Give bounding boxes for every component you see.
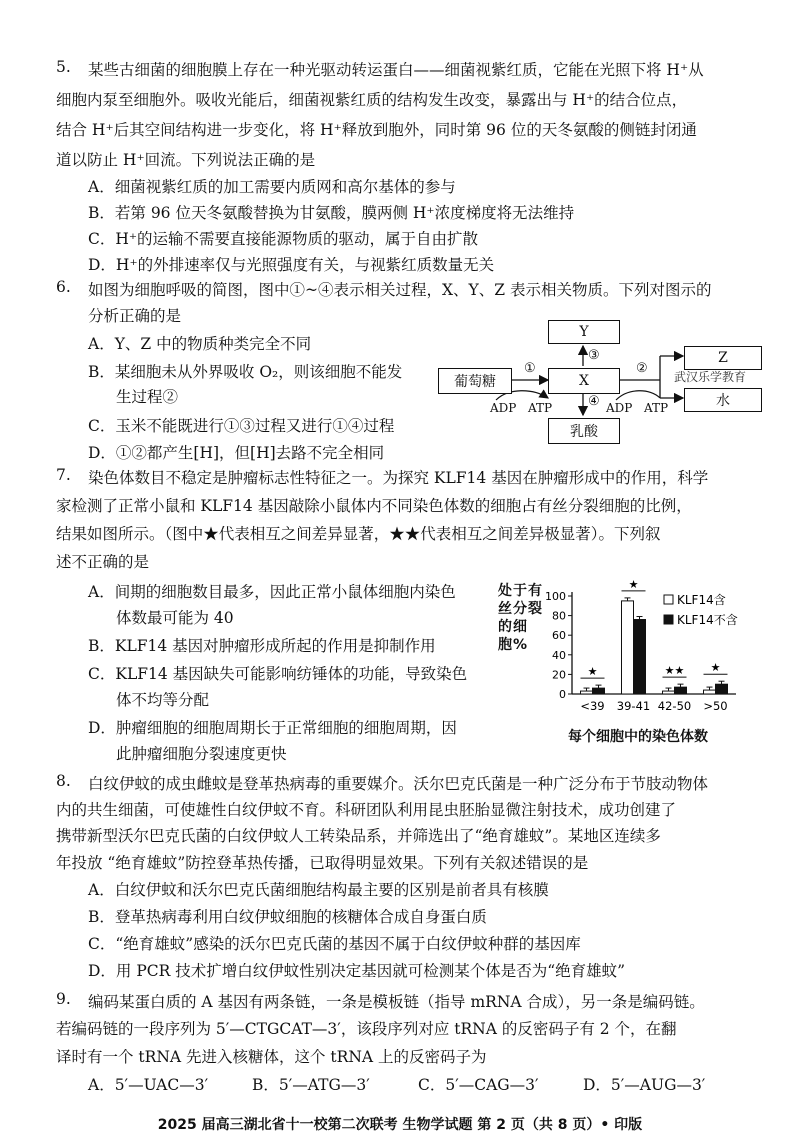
chromosome-chart — [498, 578, 768, 748]
significance-marker: ★ — [587, 665, 598, 679]
question-number: 6. — [56, 278, 71, 296]
chart-xlabel: 每个细胞中的染色体数 — [568, 729, 708, 745]
x-tick-label: >50 — [703, 699, 728, 713]
process-1-label: ① — [524, 361, 536, 376]
option-d-continued: 此肿瘤细胞分裂速度更快 — [116, 745, 287, 763]
y-tick-label: 100 — [545, 590, 566, 603]
water-box: 水 — [684, 388, 762, 412]
x-tick-label: <39 — [580, 699, 605, 713]
option-b: B．KLF14 基因对肿瘤形成所起的作用是抑制作用 — [88, 637, 436, 655]
option-d: D．H⁺的外排速率仅与光照强度有关，与视紫红质数量无关 — [88, 256, 495, 274]
bar-klf14-present — [663, 691, 675, 694]
y-tick-label: 60 — [552, 629, 566, 643]
process-3-label: ③ — [588, 348, 600, 363]
question-stem-line: 结果如图所示。（图中★代表相互之间差异显著，★★代表相互之间差异极显著）。下列叙 — [56, 525, 661, 543]
glucose-box: 葡萄糖 — [438, 368, 512, 394]
question-stem-line: 携带新型沃尔巴克氏菌的白纹伊蚊人工转染品系，并筛选出了“绝育雄蚊”。某地区连续多 — [56, 827, 661, 845]
bar-klf14-present — [704, 690, 716, 694]
process-2-label: ② — [636, 361, 648, 376]
question-stem-line: 年投放 “绝育雄蚊”防控登革热传播，已取得明显效果。下列有关叙述错误的是 — [56, 854, 589, 872]
watermark: 武汉乐学教育 — [674, 370, 747, 384]
option-a: A．5′—UAC—3′ — [88, 1076, 209, 1094]
chart-plot — [498, 578, 768, 748]
atp-label-2: ATP — [644, 401, 669, 415]
question-8 — [56, 772, 756, 987]
question-stem-line: 分析正确的是 — [88, 307, 182, 325]
option-d: D．5′—AUG—3′ — [583, 1076, 706, 1094]
question-stem-line: 若编码链的一段序列为 5′—CTGCAT—3′，该段序列对应 tRNA 的反密码子有 2 个，在翻 — [56, 1020, 677, 1038]
x-tick-label: 39-41 — [616, 699, 651, 713]
option-b: B．登革热病毒利用白纹伊蚊细胞的核糖体合成自身蛋白质 — [88, 908, 487, 926]
legend-label: KLF14含 — [677, 593, 726, 607]
adp-label-2: ADP — [606, 401, 633, 415]
adp-label-1: ADP — [490, 401, 517, 415]
option-c: C．玉米不能既进行①③过程又进行①④过程 — [88, 417, 395, 435]
option-b: B．若第 96 位天冬氨酸替换为甘氨酸，膜两侧 H⁺浓度梯度将无法维持 — [88, 204, 575, 222]
option-a: A．Y、Z 中的物质种类完全不同 — [88, 335, 312, 353]
question-stem-line: 如图为细胞呼吸的简图，图中①~④表示相关过程，X、Y、Z 表示相关物质。下列对图示的 — [88, 281, 712, 299]
legend-swatch — [664, 595, 673, 604]
option-c-continued: 体不均等分配 — [116, 691, 210, 709]
option-d: D．肿瘤细胞的细胞周期长于正常细胞的细胞周期，因 — [88, 719, 457, 737]
y-tick-label: 80 — [552, 609, 566, 623]
question-stem-line: 内的共生细菌，可使雄性白纹伊蚊不育。科研团队利用昆虫胚胎显微注射技术，成功创建了 — [56, 801, 677, 819]
bar-klf14-absent — [593, 688, 605, 694]
bar-klf14-present — [581, 691, 593, 694]
option-c: C．“绝育雄蚊”感染的沃尔巴克氏菌的基因不属于白纹伊蚊种群的基因库 — [88, 935, 581, 953]
y-box: Y — [548, 320, 620, 344]
significance-marker: ★ — [628, 578, 639, 591]
question-number: 8. — [56, 772, 71, 790]
option-a-continued: 体数最可能为 40 — [116, 609, 234, 627]
question-number: 7. — [56, 466, 71, 484]
question-stem-line: 编码某蛋白质的 A 基因有两条链，一条是模板链（指导 mRNA 合成），另一条是编码链。 — [88, 993, 705, 1011]
bar-klf14-present — [622, 601, 634, 694]
respiration-diagram — [438, 318, 768, 448]
y-tick-label: 0 — [559, 688, 566, 701]
option-a: A．细菌视紫红质的加工需要内质网和高尔基体的参与 — [88, 178, 456, 196]
question-stem-line: 结合 H⁺后其空间结构进一步变化，将 H⁺释放到胞外，同时第 96 位的天冬氨酸的侧链封闭通 — [56, 121, 697, 139]
x-box: X — [548, 368, 620, 394]
option-d: D．用 PCR 技术扩增白纹伊蚊性别决定基因就可检测某个体是否为“绝育雄蚊” — [88, 962, 626, 980]
question-stem-line: 某些古细菌的细胞膜上存在一种光驱动转运蛋白——细菌视紫红质，它能在光照下将 H⁺从 — [88, 61, 704, 79]
legend-label: KLF14不含 — [677, 613, 738, 627]
question-9 — [56, 990, 756, 1100]
z-box: Z — [684, 346, 762, 370]
option-b: B．某细胞未从外界吸收 O₂，则该细胞不能发 — [88, 363, 403, 381]
significance-marker: ★★ — [664, 664, 685, 678]
option-c: C．5′—CAG—3′ — [418, 1076, 539, 1094]
process-4-label: ④ — [588, 394, 600, 409]
bar-klf14-absent — [675, 687, 687, 694]
question-stem-line: 道以防止 H⁺回流。下列说法正确的是 — [56, 151, 316, 169]
option-a: A．白纹伊蚊和沃尔巴克氏菌细胞结构最主要的区别是前者具有核膜 — [88, 881, 549, 899]
ylabel-text: 处于有丝分裂的细胞% — [498, 583, 543, 653]
question-stem-line: 染色体数目不稳定是肿瘤标志性特征之一。为探究 KLF14 基因在肿瘤形成中的作用，科学 — [88, 469, 709, 487]
question-stem-line: 细胞内泵至细胞外。吸收光能后，细菌视紫红质的结构发生改变，暴露出与 H⁺的结合位点， — [56, 91, 688, 109]
option-a: A．间期的细胞数目最多，因此正常小鼠体细胞内染色 — [88, 583, 456, 601]
option-c: C．H⁺的运输不需要直接能源物质的驱动，属于自由扩散 — [88, 230, 479, 248]
option-b-continued: 生过程② — [116, 388, 179, 406]
bar-klf14-absent — [716, 684, 728, 694]
option-d: D．①②都产生[H]，但[H]去路不完全相同 — [88, 444, 385, 462]
page-footer: 2025 届高三湖北省十一校第二次联考 生物学试题 第 2 页（共 8 页）• 印版 — [157, 1117, 643, 1133]
question-stem-line: 家检测了正常小鼠和 KLF14 基因敲除小鼠体内不同染色体数的细胞占有丝分裂细胞的比例， — [56, 497, 692, 515]
y-tick-label: 40 — [552, 648, 566, 662]
bar-klf14-absent — [634, 620, 646, 694]
question-stem-line: 白纹伊蚊的成虫雌蚊是登革热病毒的重要媒介。沃尔巴克氏菌是一种广泛分布于节肢动物体 — [88, 775, 709, 793]
question-5 — [56, 58, 756, 273]
legend-swatch — [664, 615, 673, 624]
option-c: C．KLF14 基因缺失可能影响纺锤体的功能，导致染色 — [88, 665, 468, 683]
question-stem-line: 述不正确的是 — [56, 553, 150, 571]
option-b: B．5′—ATG—3′ — [252, 1076, 370, 1094]
y-tick-label: 20 — [552, 668, 566, 682]
x-tick-label: 42-50 — [657, 699, 692, 713]
significance-marker: ★ — [710, 661, 721, 675]
lactate-box: 乳酸 — [548, 418, 620, 444]
atp-label-1: ATP — [528, 401, 553, 415]
question-number: 9. — [56, 990, 71, 1008]
question-stem-line: 译时有一个 tRNA 先进入核糖体，这个 tRNA 上的反密码子为 — [56, 1048, 487, 1066]
question-number: 5. — [56, 58, 71, 76]
